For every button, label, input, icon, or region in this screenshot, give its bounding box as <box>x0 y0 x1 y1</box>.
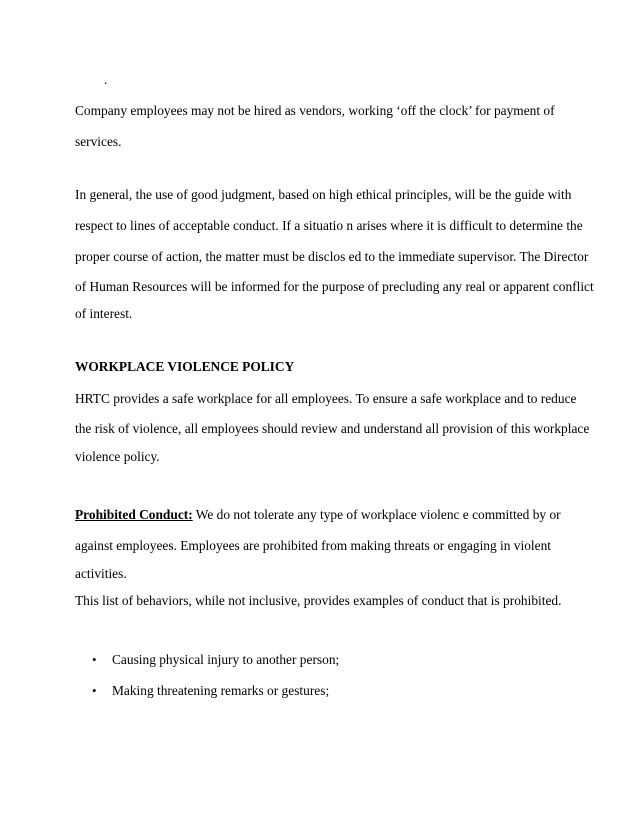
paragraph-line: of interest. <box>75 306 133 321</box>
bullet-icon: • <box>92 683 97 698</box>
list-item-text: Causing physical injury to another person; <box>112 652 340 667</box>
paragraph-line: proper course of action, the matter must be disclos ed to the immediate supervisor. The Director <box>75 249 589 264</box>
prohibited-conduct-text: We do not tolerate any type of workplace violenc e committed by or <box>192 507 561 522</box>
paragraph-line: activities. <box>75 566 127 581</box>
prohibited-conduct-label: Prohibited Conduct: <box>75 507 193 522</box>
paragraph-line: of Human Resources will be informed for the purpose of precluding any real or apparent conflict <box>75 279 594 294</box>
paragraph-line: services. <box>75 134 122 149</box>
bullet-icon: • <box>92 652 97 667</box>
paragraph-line: In general, the use of good judgment, based on high ethical principles, will be the guide with <box>75 187 572 202</box>
section-heading: WORKPLACE VIOLENCE POLICY <box>75 359 295 374</box>
paragraph-line: This list of behaviors, while not inclusive, provides examples of conduct that is prohibited. <box>75 593 562 608</box>
paragraph-line: violence policy. <box>75 449 160 464</box>
prohibited-first-line <box>75 507 561 523</box>
paragraph-line: the risk of violence, all employees should review and understand all provision of this workplace <box>75 421 590 436</box>
list-item <box>92 683 329 699</box>
paragraph-line: respect to lines of acceptable conduct. If a situatio n arises where it is difficult to determine the <box>75 218 583 233</box>
paragraph-line: HRTC provides a safe workplace for all employees. To ensure a safe workplace and to reduce <box>75 391 577 406</box>
list-item <box>92 652 339 668</box>
list-item-text: Making threatening remarks or gestures; <box>112 683 330 698</box>
top-mark: . <box>104 72 108 87</box>
paragraph-line: Company employees may not be hired as vendors, working ‘off the clock’ for payment of <box>75 103 555 118</box>
paragraph-line: against employees. Employees are prohibited from making threats or engaging in violent <box>75 538 551 553</box>
